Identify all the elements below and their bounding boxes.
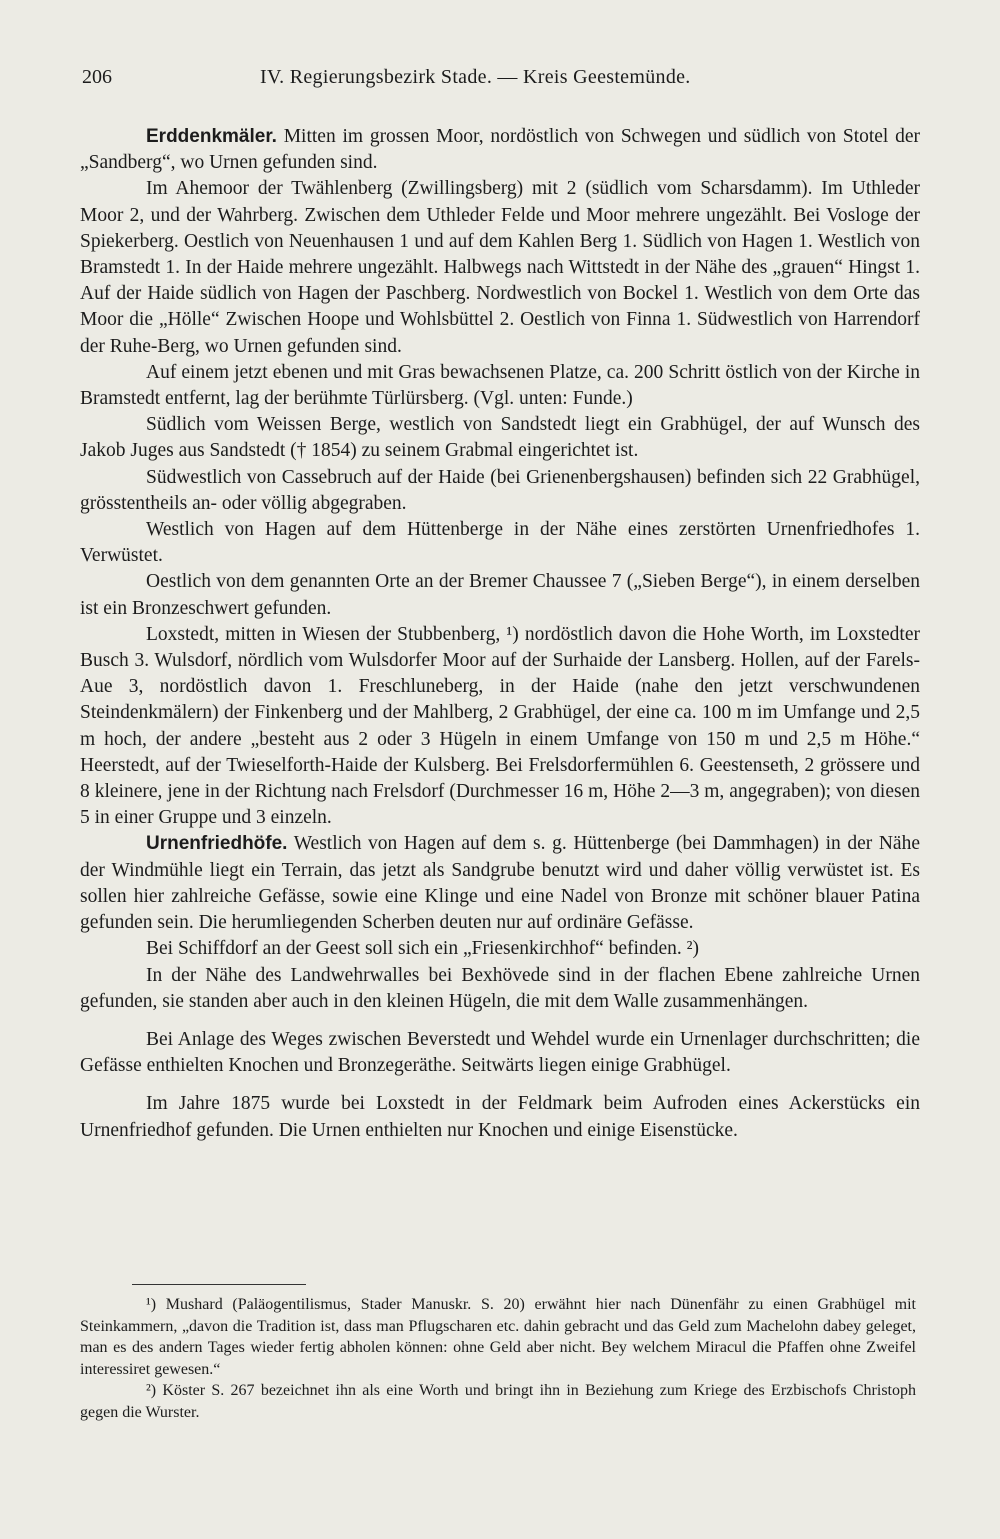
footnote-1: ¹) Mushard (Paläogentilismus, Stader Manuskr. S. 20) erwähnt hier nach Dünenfähr zu einen Grabhügel mit Steinkammern, „davon die Tradition ist, dass man Pflugscharen etc. dahin gebracht und das Geld zum Machelohn dabey geleget, man es des andern Tages wieder fertig abholen können: ohne Geld aber nicht. Bey welchem Miracul die Pfaffen ohne Zweifel interessiret gewesen.“ (80, 1296, 916, 1378)
paragraph: Südwestlich von Cassebruch auf der Haide (bei Grienenbergshausen) befinden sich 22 Grabhügel, grösstentheils an- oder völlig abgegraben. (80, 466, 920, 514)
paragraph: Westlich von Hagen auf dem Hüttenberge in der Nähe eines zerstörten Urnenfriedhofes 1. Verwüstet. (80, 519, 920, 567)
page-header (82, 66, 918, 96)
paragraph: Loxstedt, mitten in Wiesen der Stubbenberg, ¹) nordöstlich davon die Hohe Worth, im Loxstedter Busch 3. Wulsdorf, nördlich vom Wulsdorfer Moor auf der Surhaide der Lansberg. Hollen, auf der Farels-Aue 3, nordöstlich davon 1. Freschluneberg, in der Haide (nahe den jetzt verschwundenen Steindenkmälern) der Finkenberg und der Mahlberg, 2 Grabhügel, der eine ca. 100 m im Umfange und 2,5 m hoch, der andere „besteht aus 2 oder 3 Hügeln in einem Umfange von 150 m und 2,5 m Höhe.“ Heerstedt, auf der Twieselforth-Haide der Kulsberg. Bei Frelsdorfermühlen 6. Geestenseth, 2 grössere und 8 kleinere, jene in der Richtung nach Frelsdorf (Durchmesser 16 m, Höhe 2—3 m, angegraben); von diesen 5 in einer Gruppe und 3 einzeln. (80, 623, 920, 829)
running-head: IV. Regierungsbezirk Stade. — Kreis Geestemünde. (260, 66, 691, 88)
paragraph: Im Jahre 1875 wurde bei Loxstedt in der Feldmark beim Aufroden eines Ackerstücks ein Urnenfriedhof gefunden. Die Urnen enthielten nur Knochen und einige Eisenstücke. (80, 1093, 920, 1141)
footnotes (80, 1294, 916, 1423)
paragraph-urnenfriedhoefe (80, 831, 920, 936)
paragraph: Bei Anlage des Weges zwischen Beverstedt und Wehdel wurde ein Urnenlager durchschritten; die Gefässe enthielten Knochen und Bronzegeräthe. Seitwärts liegen einige Grabhügel. (80, 1028, 920, 1077)
paragraph: In der Nähe des Landwehrwalles bei Bexhövede sind in der flachen Ebene zahlreiche Urnen gefunden, sie standen aber auch in den kleinen Hügeln, die mit dem Walle zusammenhängen. (80, 964, 920, 1012)
footnote-divider (132, 1284, 306, 1285)
paragraph: Auf einem jetzt ebenen und mit Gras bewachsenen Platze, ca. 200 Schritt östlich von der Kirche in Bramstedt entfernt, lag der berühmte Türlürsberg. (Vgl. unten: Funde.) (80, 361, 920, 410)
paragraph: Oestlich von dem genannten Orte an der Bremer Chaussee 7 („Sieben Berge“), in einem derselben ist ein Bronzeschwert gefunden. (80, 571, 920, 619)
paragraph-erddenkmaeler (80, 124, 920, 176)
paragraph: Im Ahemoor der Twählenberg (Zwillingsberg) mit 2 (südlich vom Scharsdamm). Im Uthleder Moor 2, und der Wahrberg. Zwischen dem Uthleder Felde und Moor mehrere ungezählt. Bei Vosloge der Spiekerberg. Oestlich von Neuenhausen 1 und auf dem Kahlen Berg 1. Südlich von Hagen 1. Westlich von Bramstedt 1. In der Haide mehrere ungezählt. Halbwegs nach Wittstedt in der Nähe des „grauen“ Hingst 1. Auf der Haide südlich von Hagen der Paschberg. Nordwestlich von Bockel 1. Westlich von dem Orte das Moor die „Hölle“ Zwischen Hoope und Wohlsbüttel 2. Oestlich von Finna 1. Südwestlich von Harrendorf der Ruhe-Berg, wo Urnen gefunden sind. (80, 178, 920, 357)
main-text (80, 124, 920, 1144)
paragraph-text: Mitten im grossen Moor, nordöstlich von Schwegen und südlich von Stotel der „Sandberg“, wo Urnen gefunden sind. (80, 126, 921, 174)
paragraph: Südlich vom Weissen Berge, westlich von Sandstedt liegt ein Grabhügel, der auf Wunsch des Jakob Juges aus Sandstedt († 1854) zu seinem Grabmal eingerichtet ist. (80, 414, 920, 462)
section-heading-erddenkmaeler: Erddenkmäler. (146, 126, 277, 147)
footnote-2: ²) Köster S. 267 bezeichnet ihn als eine Worth und bringt ihn in Beziehung zum Kriege des Erzbischofs Christoph gegen die Wurster. (80, 1382, 916, 1421)
paragraph: Bei Schiffdorf an der Geest soll sich ein „Friesenkirchhof“ befinden. ²) (146, 938, 699, 960)
section-heading-urnenfriedhoefe: Urnenfriedhöfe. (146, 833, 288, 855)
paragraph-text: Westlich von Hagen auf dem s. g. Hüttenberge (bei Dammhagen) in der Nähe der Windmühle liegt ein Terrain, das jetzt als Sandgrube benutzt wird und daher völlig verwüstet ist. Es sollen hier zahlreiche Gefässe, sowie eine Klinge und eine Nadel von Bronze mit schöner blauer Patina gefunden sein. Die herumliegenden Scherben deuten nur auf ordinäre Gefässe. (80, 833, 920, 934)
page-number: 206 (82, 66, 112, 88)
